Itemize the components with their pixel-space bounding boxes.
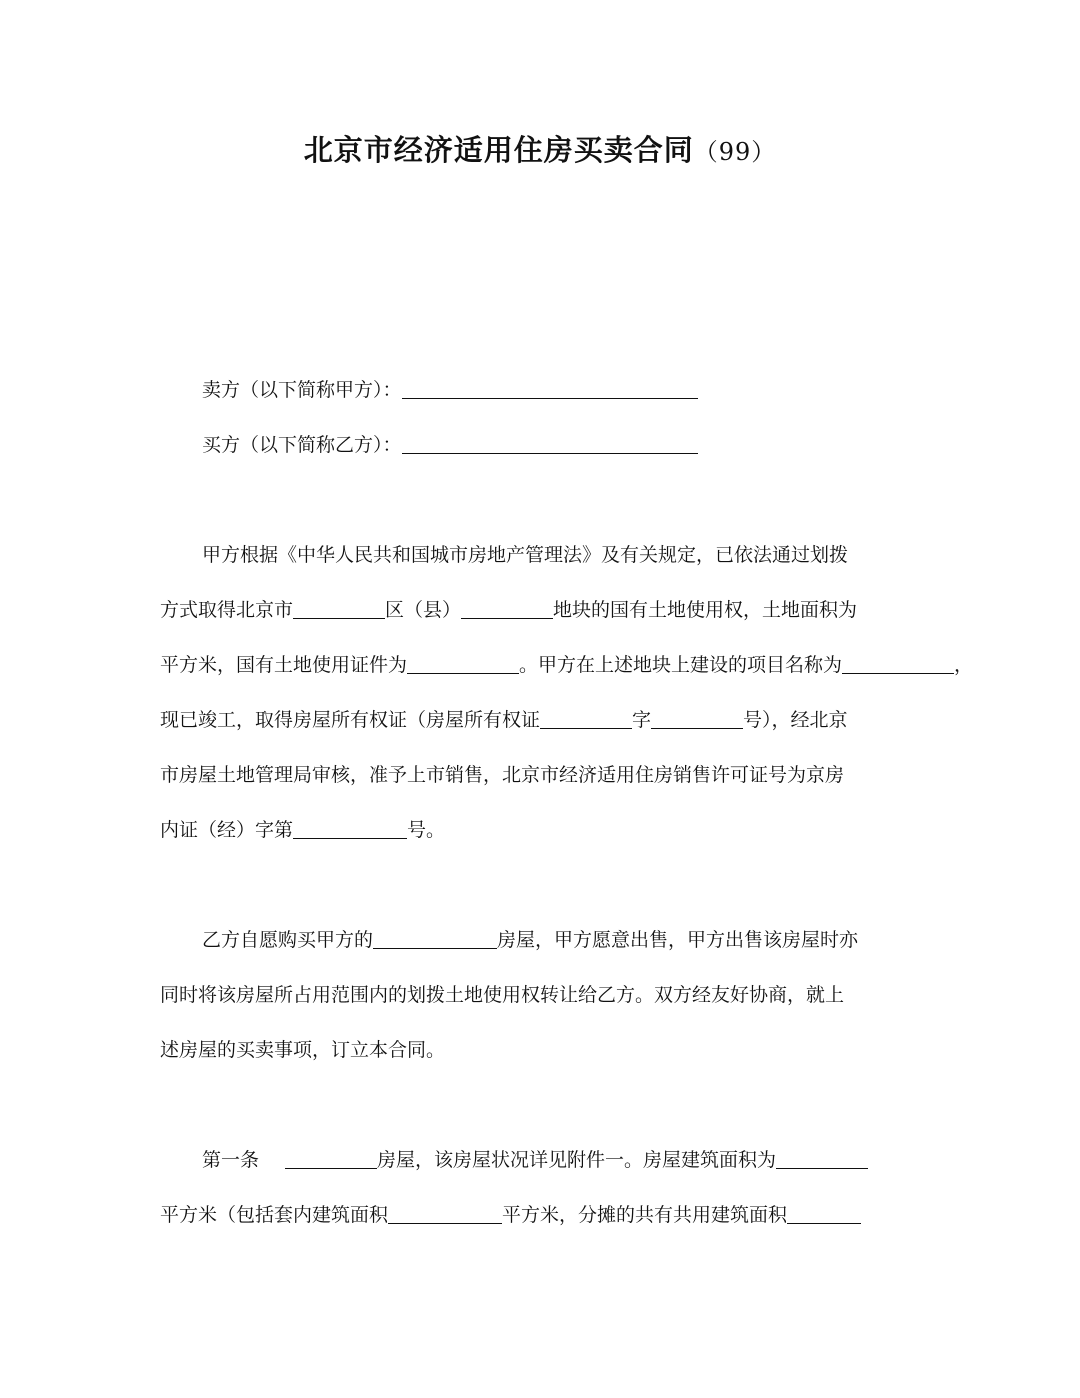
article1-house-blank[interactable]	[285, 1148, 377, 1169]
seller-label: 卖方（以下简称甲方）：	[202, 379, 402, 401]
cert-number-blank[interactable]	[651, 708, 743, 729]
contract-title	[0, 128, 1080, 169]
para2-line1	[202, 926, 858, 954]
para1-text-4c: 号），经北京	[743, 709, 848, 731]
para2-text-1b: 房屋，甲方愿意出售，甲方出售该房屋时亦	[497, 929, 859, 951]
para2-line2	[160, 981, 844, 1009]
para1-text-3c: ，	[954, 654, 974, 676]
plot-blank[interactable]	[461, 598, 553, 619]
para1-text-2a: 方式取得北京市	[160, 599, 294, 621]
para1-text-6b: 号。	[407, 819, 446, 841]
article1-line2	[160, 1201, 861, 1229]
district-blank[interactable]	[293, 598, 385, 619]
seller-line	[202, 376, 698, 404]
seller-blank[interactable]	[402, 378, 698, 399]
title-main: 北京市经济适用住房买卖合同	[303, 133, 694, 167]
cert-word-blank[interactable]	[540, 708, 632, 729]
article1-line1	[202, 1146, 868, 1174]
para1-line1	[202, 541, 848, 569]
buyer-line	[202, 431, 698, 459]
license-number-blank[interactable]	[293, 818, 407, 839]
house-blank[interactable]	[373, 928, 497, 949]
para1-text-4b: 字	[632, 709, 652, 731]
para1-text-4a: 现已竣工，取得房屋所有权证（房屋所有权证	[160, 709, 541, 731]
para1-line6	[160, 816, 445, 844]
article1-text-2b: 平方米，分摊的共有共用建筑面积	[502, 1204, 788, 1226]
para1-text-5: 市房屋土地管理局审核，准予上市销售，北京市经济适用住房销售许可证号为京房	[160, 764, 845, 786]
para1-line2	[160, 596, 857, 624]
para1-text-3b: 。甲方在上述地块上建设的项目名称为	[519, 654, 843, 676]
building-area-blank[interactable]	[776, 1148, 868, 1169]
article1-text-1b: 房屋，该房屋状况详见附件一。房屋建筑面积为	[377, 1149, 777, 1171]
para2-text-3: 述房屋的买卖事项，订立本合同。	[160, 1039, 446, 1061]
para1-text-1: 甲方根据《中华人民共和国城市房地产管理法》及有关规定，已依法通过划拨	[202, 544, 849, 566]
para1-line5	[160, 761, 844, 789]
article1-text-2a: 平方米（包括套内建筑面积	[160, 1204, 389, 1226]
land-cert-blank[interactable]	[407, 653, 519, 674]
project-name-blank[interactable]	[842, 653, 954, 674]
para1-text-3a: 平方米，国有土地使用证件为	[160, 654, 408, 676]
article1-label: 第一条	[202, 1149, 260, 1171]
para1-line4	[160, 706, 848, 734]
buyer-label: 买方（以下简称乙方）：	[202, 434, 402, 456]
para2-text-1a: 乙方自愿购买甲方的	[202, 929, 374, 951]
para2-line3	[160, 1036, 445, 1064]
para1-text-2c: 地块的国有土地使用权，土地面积为	[553, 599, 858, 621]
para1-text-6a: 内证（经）字第	[160, 819, 294, 841]
inner-area-blank[interactable]	[388, 1203, 502, 1224]
title-suffix: （99）	[693, 138, 777, 166]
buyer-blank[interactable]	[402, 433, 698, 454]
shared-area-blank[interactable]	[787, 1203, 861, 1224]
para1-line3	[160, 651, 973, 679]
para2-text-2: 同时将该房屋所占用范围内的划拨土地使用权转让给乙方。双方经友好协商，就上	[160, 984, 845, 1006]
para1-text-2b: 区（县）	[385, 599, 462, 621]
